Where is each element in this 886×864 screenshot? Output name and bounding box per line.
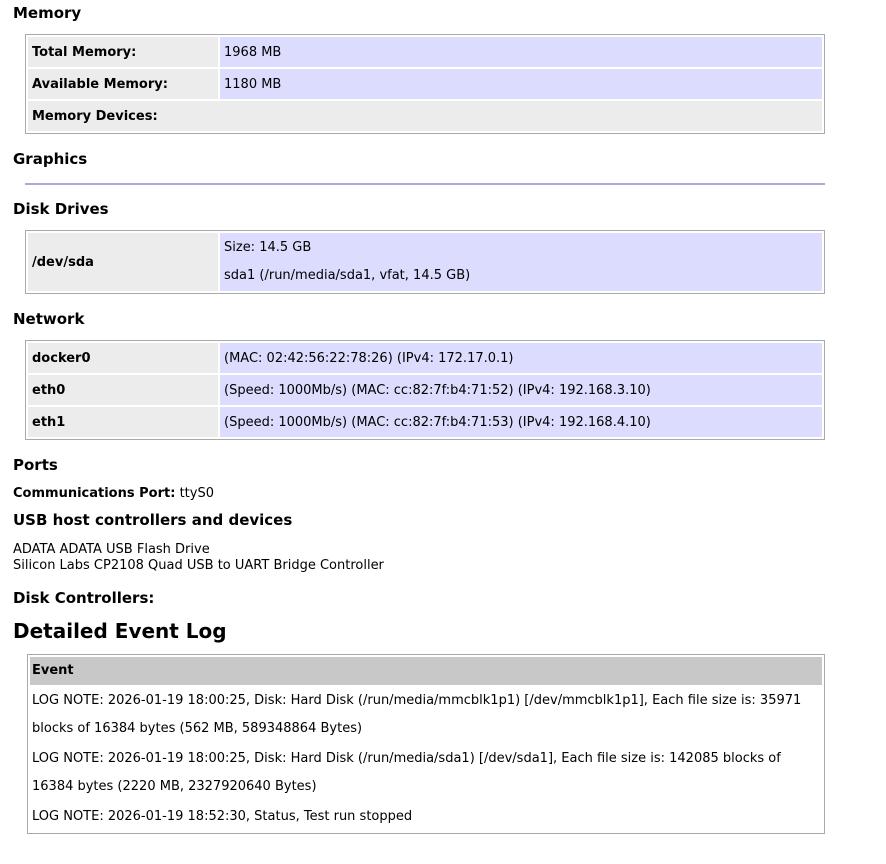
network-interface-name: eth0 — [28, 375, 218, 405]
available-memory-label: Available Memory: — [28, 69, 218, 99]
usb-device: Silicon Labs CP2108 Quad USB to UART Bridge Controller — [13, 558, 384, 573]
disk-controllers-heading: Disk Controllers: — [13, 589, 155, 607]
event-column-header: Event — [30, 657, 822, 685]
event-log-entry: LOG NOTE: 2026-01-19 18:00:25, Disk: Hard Disk (/run/media/mmcblk1p1) [/dev/mmcblk1p1], Each file size is: 35971 blocks of 16384 bytes (562 MB, 589348864 Bytes) — [32, 693, 802, 736]
communications-port-value: ttyS0 — [179, 486, 214, 501]
event-log-entry: LOG NOTE: 2026-01-19 18:00:25, Disk: Hard Disk (/run/media/sda1) [/dev/sda1], Each file size is: 142085 blocks of 16384 bytes (2220 MB, 2327920640 Bytes) — [32, 751, 781, 794]
memory-table — [25, 34, 825, 134]
network-interface-name: docker0 — [28, 343, 218, 373]
disk-device-label: /dev/sda — [28, 233, 218, 291]
usb-device: ADATA ADATA USB Flash Drive — [13, 542, 210, 557]
event-log-table — [27, 654, 825, 834]
communications-port-label: Communications Port: — [13, 486, 176, 501]
network-interface-details: (Speed: 1000Mb/s) (MAC: cc:82:7f:b4:71:53) (IPv4: 192.168.4.10) — [220, 407, 822, 437]
table-row — [28, 233, 822, 291]
disk-drives-table — [25, 230, 825, 294]
available-memory-value: 1180 MB — [220, 69, 822, 99]
graphics-heading: Graphics — [13, 150, 88, 168]
table-row — [30, 745, 822, 801]
event-log-entry: LOG NOTE: 2026-01-19 18:52:30, Status, Test run stopped — [32, 809, 413, 824]
table-row — [28, 407, 822, 437]
disk-size: Size: 14.5 GB — [224, 240, 312, 255]
table-row — [28, 37, 822, 67]
total-memory-label: Total Memory: — [28, 37, 218, 67]
table-row — [28, 69, 822, 99]
communications-port — [13, 486, 886, 502]
table-row — [28, 375, 822, 405]
network-heading: Network — [13, 310, 85, 328]
disk-device-details — [220, 233, 822, 291]
network-table — [25, 340, 825, 440]
total-memory-value: 1968 MB — [220, 37, 822, 67]
memory-devices-label: Memory Devices: — [28, 101, 822, 131]
ports-heading: Ports — [13, 456, 58, 474]
memory-heading: Memory — [13, 4, 82, 22]
table-row — [30, 687, 822, 743]
event-log-heading: Detailed Event Log — [13, 619, 227, 643]
table-row — [30, 657, 822, 685]
network-interface-name: eth1 — [28, 407, 218, 437]
table-row — [28, 101, 822, 131]
disk-drives-heading: Disk Drives — [13, 200, 109, 218]
network-interface-details: (MAC: 02:42:56:22:78:26) (IPv4: 172.17.0.1) — [220, 343, 822, 373]
network-interface-details: (Speed: 1000Mb/s) (MAC: cc:82:7f:b4:71:52) (IPv4: 192.168.3.10) — [220, 375, 822, 405]
table-row — [28, 343, 822, 373]
table-row — [30, 803, 822, 831]
disk-partition: sda1 (/run/media/sda1, vfat, 14.5 GB) — [224, 268, 471, 283]
usb-heading: USB host controllers and devices — [13, 511, 293, 529]
